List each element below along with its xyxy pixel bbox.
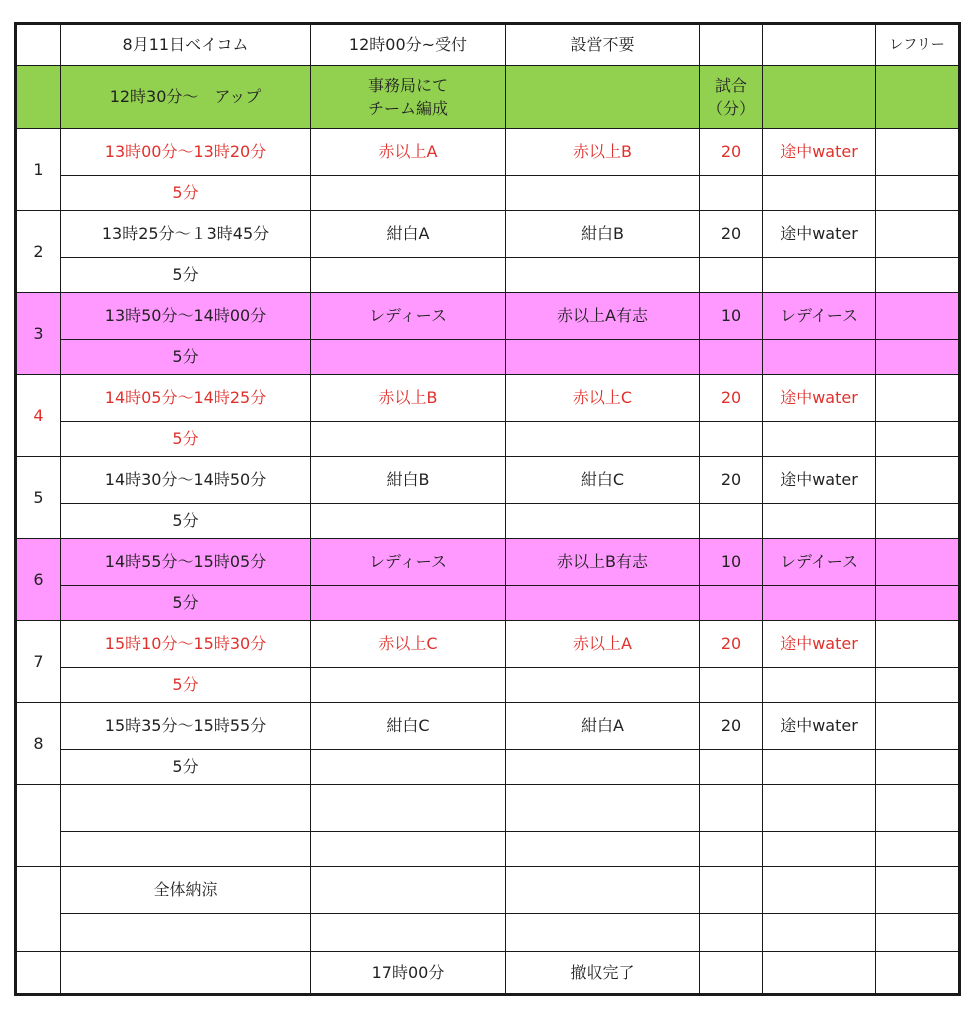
blank-cell bbox=[763, 914, 876, 952]
blank-cell bbox=[16, 952, 61, 995]
match-time: 13時50分～14時00分 bbox=[61, 293, 311, 340]
blank-cell bbox=[763, 668, 876, 703]
blank-cell bbox=[311, 258, 506, 293]
match-note: 途中water bbox=[763, 129, 876, 176]
break-time: 5分 bbox=[61, 586, 311, 621]
match-time: 13時25分～１3時45分 bbox=[61, 211, 311, 258]
blank-cell bbox=[61, 785, 311, 832]
blank-cell bbox=[876, 832, 960, 867]
match-number: 3 bbox=[16, 293, 61, 375]
match-note: レデイース bbox=[763, 539, 876, 586]
referee-cell bbox=[876, 457, 960, 504]
match-number: 7 bbox=[16, 621, 61, 703]
match-minutes: 20 bbox=[700, 211, 763, 258]
subheader-blank bbox=[763, 66, 876, 129]
blank-cell bbox=[876, 867, 960, 914]
match-note: 途中water bbox=[763, 703, 876, 750]
match-number: 2 bbox=[16, 211, 61, 293]
subheader-blank bbox=[16, 66, 61, 129]
break-row bbox=[16, 750, 960, 785]
match-time: 14時30分～14時50分 bbox=[61, 457, 311, 504]
match-row bbox=[16, 703, 960, 750]
team-b: 紺白A bbox=[506, 703, 700, 750]
referee-cell bbox=[876, 211, 960, 258]
team-a: 紺白A bbox=[311, 211, 506, 258]
match-row bbox=[16, 621, 960, 668]
blank-cell bbox=[700, 586, 763, 621]
blank-cell bbox=[763, 785, 876, 832]
team-formation-line1: 事務局にて bbox=[367, 75, 448, 95]
subheader-blank bbox=[876, 66, 960, 129]
match-minutes: 10 bbox=[700, 539, 763, 586]
team-a: 赤以上B bbox=[311, 375, 506, 422]
empty-row bbox=[16, 785, 960, 832]
blank-cell bbox=[876, 504, 960, 539]
team-b: 赤以上A bbox=[506, 621, 700, 668]
team-a: 赤以上A bbox=[311, 129, 506, 176]
blank-cell bbox=[876, 258, 960, 293]
break-row bbox=[16, 504, 960, 539]
blank-cell bbox=[311, 504, 506, 539]
blank-cell bbox=[763, 750, 876, 785]
match-minutes: 20 bbox=[700, 621, 763, 668]
match-note: レデイース bbox=[763, 293, 876, 340]
blank-cell bbox=[876, 785, 960, 832]
match-row bbox=[16, 129, 960, 176]
team-b: 赤以上A有志 bbox=[506, 293, 700, 340]
match-minutes-line2: （分） bbox=[706, 99, 755, 118]
end-time-cell: 17時00分 bbox=[311, 952, 506, 995]
team-a: 紺白C bbox=[311, 703, 506, 750]
team-b: 赤以上C bbox=[506, 375, 700, 422]
match-minutes: 20 bbox=[700, 129, 763, 176]
blank-cell bbox=[311, 914, 506, 952]
schedule-table bbox=[14, 22, 961, 996]
referee-cell bbox=[876, 539, 960, 586]
match-time: 15時35分～15時55分 bbox=[61, 703, 311, 750]
break-time: 5分 bbox=[61, 340, 311, 375]
break-row bbox=[16, 586, 960, 621]
blank-cell bbox=[763, 422, 876, 457]
referee-header: レフリー bbox=[876, 24, 960, 66]
header-blank bbox=[763, 24, 876, 66]
blank-cell bbox=[61, 952, 311, 995]
match-time: 14時05分～14時25分 bbox=[61, 375, 311, 422]
match-number: 5 bbox=[16, 457, 61, 539]
match-row bbox=[16, 375, 960, 422]
break-time: 5分 bbox=[61, 258, 311, 293]
blank-cell bbox=[876, 668, 960, 703]
teardown-cell: 撤収完了 bbox=[506, 952, 700, 995]
blank-cell bbox=[763, 340, 876, 375]
reception-cell: 12時00分~受付 bbox=[311, 24, 506, 66]
blank-cell bbox=[763, 504, 876, 539]
blank-cell bbox=[700, 832, 763, 867]
blank-cell bbox=[763, 867, 876, 914]
match-note: 途中water bbox=[763, 621, 876, 668]
blank-cell bbox=[311, 422, 506, 457]
break-row bbox=[16, 176, 960, 211]
cooldown-row bbox=[16, 867, 960, 914]
referee-cell bbox=[876, 375, 960, 422]
blank-cell bbox=[506, 422, 700, 457]
blank-cell bbox=[61, 832, 311, 867]
blank-cell bbox=[876, 750, 960, 785]
match-minutes-header bbox=[700, 66, 763, 129]
blank-cell bbox=[876, 340, 960, 375]
referee-cell bbox=[876, 129, 960, 176]
break-time: 5分 bbox=[61, 668, 311, 703]
break-time: 5分 bbox=[61, 176, 311, 211]
blank-cell bbox=[61, 914, 311, 952]
blank-cell bbox=[876, 586, 960, 621]
match-note: 途中water bbox=[763, 211, 876, 258]
blank-cell bbox=[700, 952, 763, 995]
blank-cell bbox=[311, 867, 506, 914]
subheader-row bbox=[16, 66, 960, 129]
break-time: 5分 bbox=[61, 750, 311, 785]
setup-cell: 設営不要 bbox=[506, 24, 700, 66]
warmup-cell: 12時30分～ アップ bbox=[61, 66, 311, 129]
header-row bbox=[16, 24, 960, 66]
blank-cell bbox=[700, 668, 763, 703]
team-formation-line2: チーム編成 bbox=[367, 99, 448, 118]
blank-cell bbox=[700, 785, 763, 832]
blank-cell bbox=[506, 258, 700, 293]
team-a: 赤以上C bbox=[311, 621, 506, 668]
blank-cell bbox=[876, 176, 960, 211]
blank-cell bbox=[700, 422, 763, 457]
blank-cell bbox=[506, 832, 700, 867]
break-row bbox=[16, 340, 960, 375]
closing-row bbox=[16, 952, 960, 995]
break-time: 5分 bbox=[61, 504, 311, 539]
break-time: 5分 bbox=[61, 422, 311, 457]
break-row bbox=[16, 258, 960, 293]
blank-cell bbox=[876, 952, 960, 995]
blank-cell bbox=[311, 176, 506, 211]
match-number: 6 bbox=[16, 539, 61, 621]
blank-cell bbox=[311, 785, 506, 832]
blank-cell bbox=[763, 952, 876, 995]
team-a: レディース bbox=[311, 293, 506, 340]
break-row bbox=[16, 668, 960, 703]
match-row bbox=[16, 457, 960, 504]
blank-cell bbox=[16, 867, 61, 952]
blank-cell bbox=[311, 340, 506, 375]
match-note: 途中water bbox=[763, 375, 876, 422]
team-a: レディース bbox=[311, 539, 506, 586]
empty-row bbox=[16, 832, 960, 867]
team-formation-cell bbox=[311, 66, 506, 129]
blank-cell bbox=[700, 340, 763, 375]
blank-cell bbox=[506, 668, 700, 703]
blank-cell bbox=[506, 785, 700, 832]
match-time: 13時00分～13時20分 bbox=[61, 129, 311, 176]
blank-cell bbox=[763, 258, 876, 293]
referee-cell bbox=[876, 621, 960, 668]
blank-cell bbox=[311, 832, 506, 867]
subheader-blank bbox=[506, 66, 700, 129]
match-note: 途中water bbox=[763, 457, 876, 504]
blank-cell bbox=[506, 340, 700, 375]
match-minutes: 10 bbox=[700, 293, 763, 340]
team-b: 赤以上B有志 bbox=[506, 539, 700, 586]
match-row bbox=[16, 539, 960, 586]
match-row bbox=[16, 293, 960, 340]
team-b: 赤以上B bbox=[506, 129, 700, 176]
match-number: 4 bbox=[16, 375, 61, 457]
match-time: 15時10分～15時30分 bbox=[61, 621, 311, 668]
match-minutes: 20 bbox=[700, 457, 763, 504]
blank-cell bbox=[506, 176, 700, 211]
blank-cell bbox=[876, 914, 960, 952]
match-number: 1 bbox=[16, 129, 61, 211]
referee-cell bbox=[876, 703, 960, 750]
blank-cell bbox=[700, 750, 763, 785]
match-minutes: 20 bbox=[700, 703, 763, 750]
blank-cell bbox=[311, 668, 506, 703]
header-blank bbox=[16, 24, 61, 66]
blank-cell bbox=[876, 422, 960, 457]
blank-cell bbox=[506, 867, 700, 914]
match-minutes-line1: 試合 bbox=[714, 75, 747, 95]
blank-cell bbox=[700, 258, 763, 293]
break-row bbox=[16, 422, 960, 457]
blank-cell bbox=[700, 867, 763, 914]
blank-cell bbox=[763, 832, 876, 867]
blank-cell bbox=[700, 504, 763, 539]
empty-row bbox=[16, 914, 960, 952]
referee-cell bbox=[876, 293, 960, 340]
blank-cell bbox=[700, 914, 763, 952]
blank-cell bbox=[763, 176, 876, 211]
match-row bbox=[16, 211, 960, 258]
date-venue-cell: 8月11日ベイコム bbox=[61, 24, 311, 66]
blank-cell bbox=[311, 750, 506, 785]
team-b: 紺白C bbox=[506, 457, 700, 504]
blank-cell bbox=[16, 785, 61, 867]
blank-cell bbox=[311, 586, 506, 621]
header-blank bbox=[700, 24, 763, 66]
team-b: 紺白B bbox=[506, 211, 700, 258]
blank-cell bbox=[763, 586, 876, 621]
cooldown-cell: 全体納涼 bbox=[61, 867, 311, 914]
blank-cell bbox=[506, 750, 700, 785]
team-a: 紺白B bbox=[311, 457, 506, 504]
match-minutes: 20 bbox=[700, 375, 763, 422]
match-time: 14時55分～15時05分 bbox=[61, 539, 311, 586]
blank-cell bbox=[700, 176, 763, 211]
match-number: 8 bbox=[16, 703, 61, 785]
blank-cell bbox=[506, 586, 700, 621]
blank-cell bbox=[506, 914, 700, 952]
blank-cell bbox=[506, 504, 700, 539]
